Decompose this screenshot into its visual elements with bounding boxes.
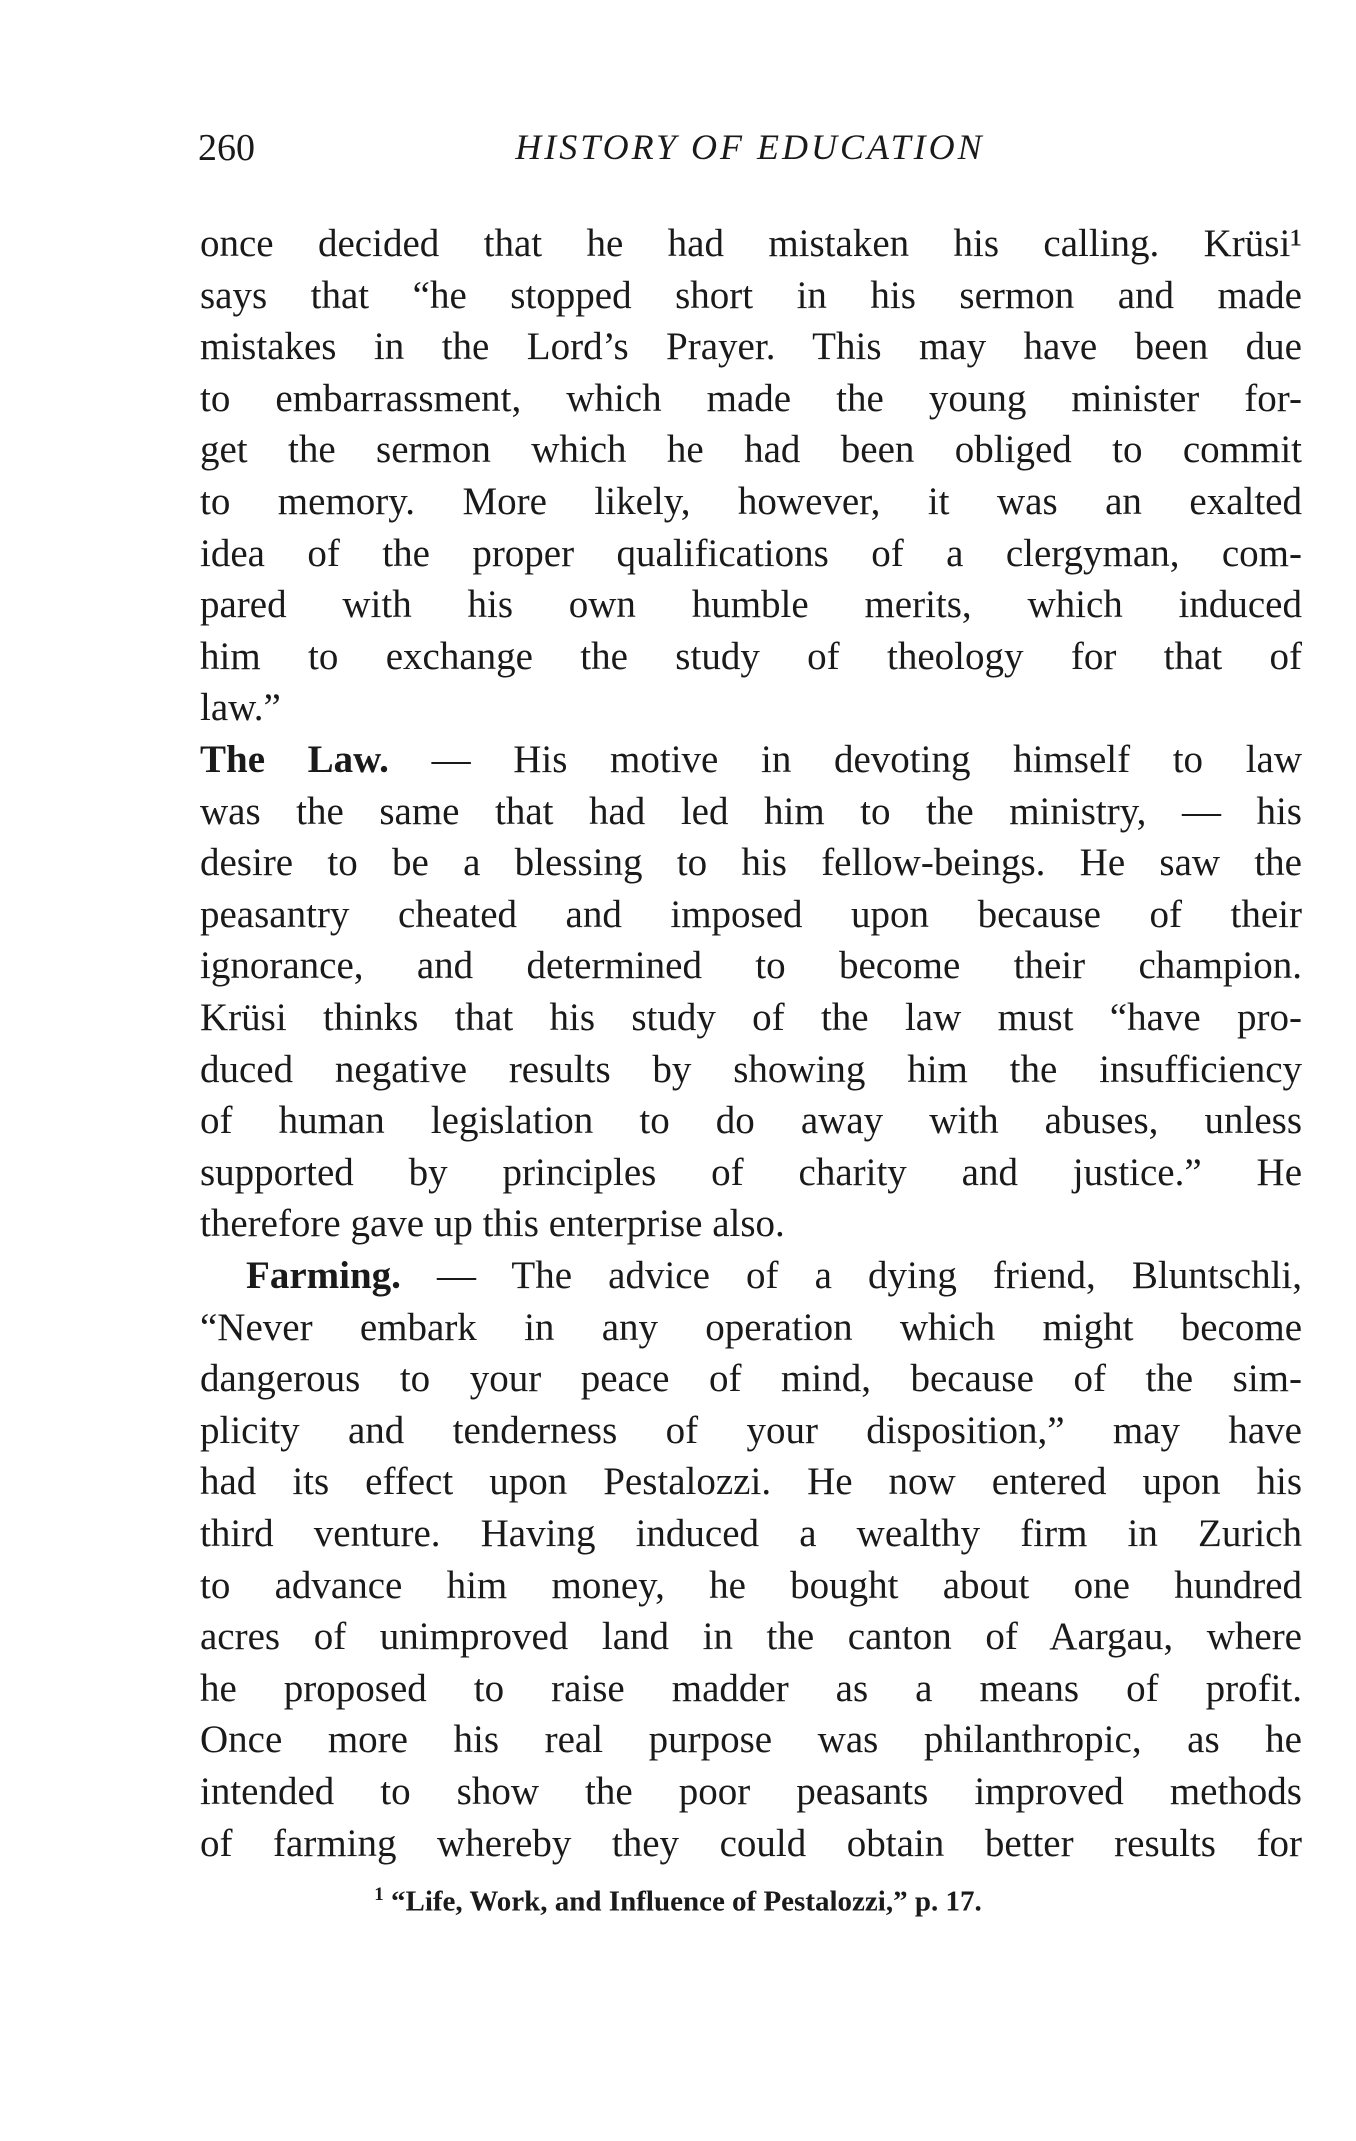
line-text: — His motive in devoting himself to law — [388, 738, 1302, 781]
footnote-text: “Life, Work, and Influence of Pestalozzi,” p. 17. — [391, 1885, 982, 1918]
text-line — [200, 631, 1302, 683]
text-line — [200, 1302, 1302, 1354]
footnote — [0, 1884, 1356, 1919]
footnote-marker: 1 — [374, 1884, 384, 1905]
line-text: third venture. Having induced a wealthy firm in Zurich — [200, 1512, 1302, 1555]
line-text: peasantry cheated and imposed upon because of their — [200, 892, 1302, 936]
text-line — [200, 321, 1302, 373]
line-text: of human legislation to do away with abuses, unless — [200, 1099, 1302, 1143]
line-text: Krüsi thinks that his study of the law must “have pro- — [200, 996, 1302, 1039]
line-text: get the sermon which he had been obliged to commit — [200, 428, 1302, 472]
text-line — [200, 837, 1302, 889]
line-text: dangerous to your peace of mind, because of the sim- — [200, 1357, 1302, 1401]
line-text: desire to be a blessing to his fellow-beings. He saw the — [200, 841, 1302, 885]
line-text: of farming whereby they could obtain better results for — [200, 1821, 1302, 1865]
running-title: HISTORY OF EDUCATION — [515, 127, 985, 167]
line-text: plicity and tenderness of your disposition,” may have — [200, 1408, 1302, 1452]
line-text: he proposed to raise madder as a means of profit. — [200, 1666, 1302, 1710]
text-line — [200, 1095, 1302, 1147]
line-text: had its effect upon Pestalozzi. He now entered upon his — [200, 1460, 1302, 1504]
page-number: 260 — [198, 127, 255, 169]
text-line — [246, 1250, 1302, 1302]
text-line — [200, 218, 1302, 270]
text-line — [200, 424, 1302, 476]
text-line — [200, 992, 1302, 1044]
text-line — [200, 476, 1302, 528]
text-line — [200, 1198, 1302, 1250]
line-text: mistakes in the Lord’s Prayer. This may have been due — [200, 325, 1302, 369]
section-heading: Farming. — [246, 1254, 401, 1297]
text-line — [200, 1611, 1302, 1663]
line-text: idea of the proper qualifications of a clergyman, com- — [200, 531, 1302, 575]
line-text: to embarrassment, which made the young minister for- — [200, 376, 1302, 420]
text-line — [200, 1353, 1302, 1405]
text-line — [200, 270, 1302, 322]
text-line — [200, 1560, 1302, 1612]
text-line — [200, 1818, 1302, 1870]
section-heading: The Law. — [200, 738, 389, 781]
text-line — [200, 734, 1302, 786]
line-text: supported by principles of charity and justice.” He — [200, 1150, 1302, 1194]
line-text: was the same that had led him to the ministry, — his — [200, 789, 1302, 833]
text-line — [200, 1714, 1302, 1766]
line-text: intended to show the poor peasants improved methods — [200, 1770, 1302, 1813]
line-text: acres of unimproved land in the canton of Aargau, where — [200, 1615, 1302, 1659]
text-line — [200, 1766, 1302, 1818]
line-text: therefore gave up this enterprise also. — [200, 1202, 785, 1246]
line-text: law.” — [200, 686, 281, 730]
line-text: him to exchange the study of theology for that of — [200, 634, 1302, 678]
line-text: ignorance, and determined to become their champion. — [200, 944, 1302, 988]
text-line — [200, 1508, 1302, 1560]
text-line — [200, 579, 1302, 631]
text-line — [200, 1405, 1302, 1457]
text-line — [200, 1456, 1302, 1508]
text-line — [200, 1147, 1302, 1199]
line-text: “Never embark in any operation which might become — [200, 1305, 1302, 1349]
text-line — [200, 682, 1302, 734]
line-text: to memory. More likely, however, it was an exalted — [200, 480, 1302, 523]
line-text: duced negative results by showing him the insufficiency — [200, 1047, 1302, 1091]
text-line — [200, 1044, 1302, 1096]
text-line — [200, 1663, 1302, 1715]
line-text: — The advice of a dying friend, Bluntschli, — [400, 1254, 1302, 1297]
text-line — [200, 373, 1302, 425]
line-text: pared with his own humble merits, which induced — [200, 583, 1302, 627]
line-text: to advance him money, he bought about one hundred — [200, 1563, 1302, 1607]
text-line — [200, 528, 1302, 580]
line-text: once decided that he had mistaken his calling. Krüsi¹ — [200, 222, 1302, 265]
text-line — [200, 940, 1302, 992]
text-line — [200, 889, 1302, 941]
line-text: Once more his real purpose was philanthropic, as he — [200, 1718, 1302, 1762]
line-text: says that “he stopped short in his sermon and made — [200, 273, 1302, 317]
text-line — [200, 786, 1302, 838]
